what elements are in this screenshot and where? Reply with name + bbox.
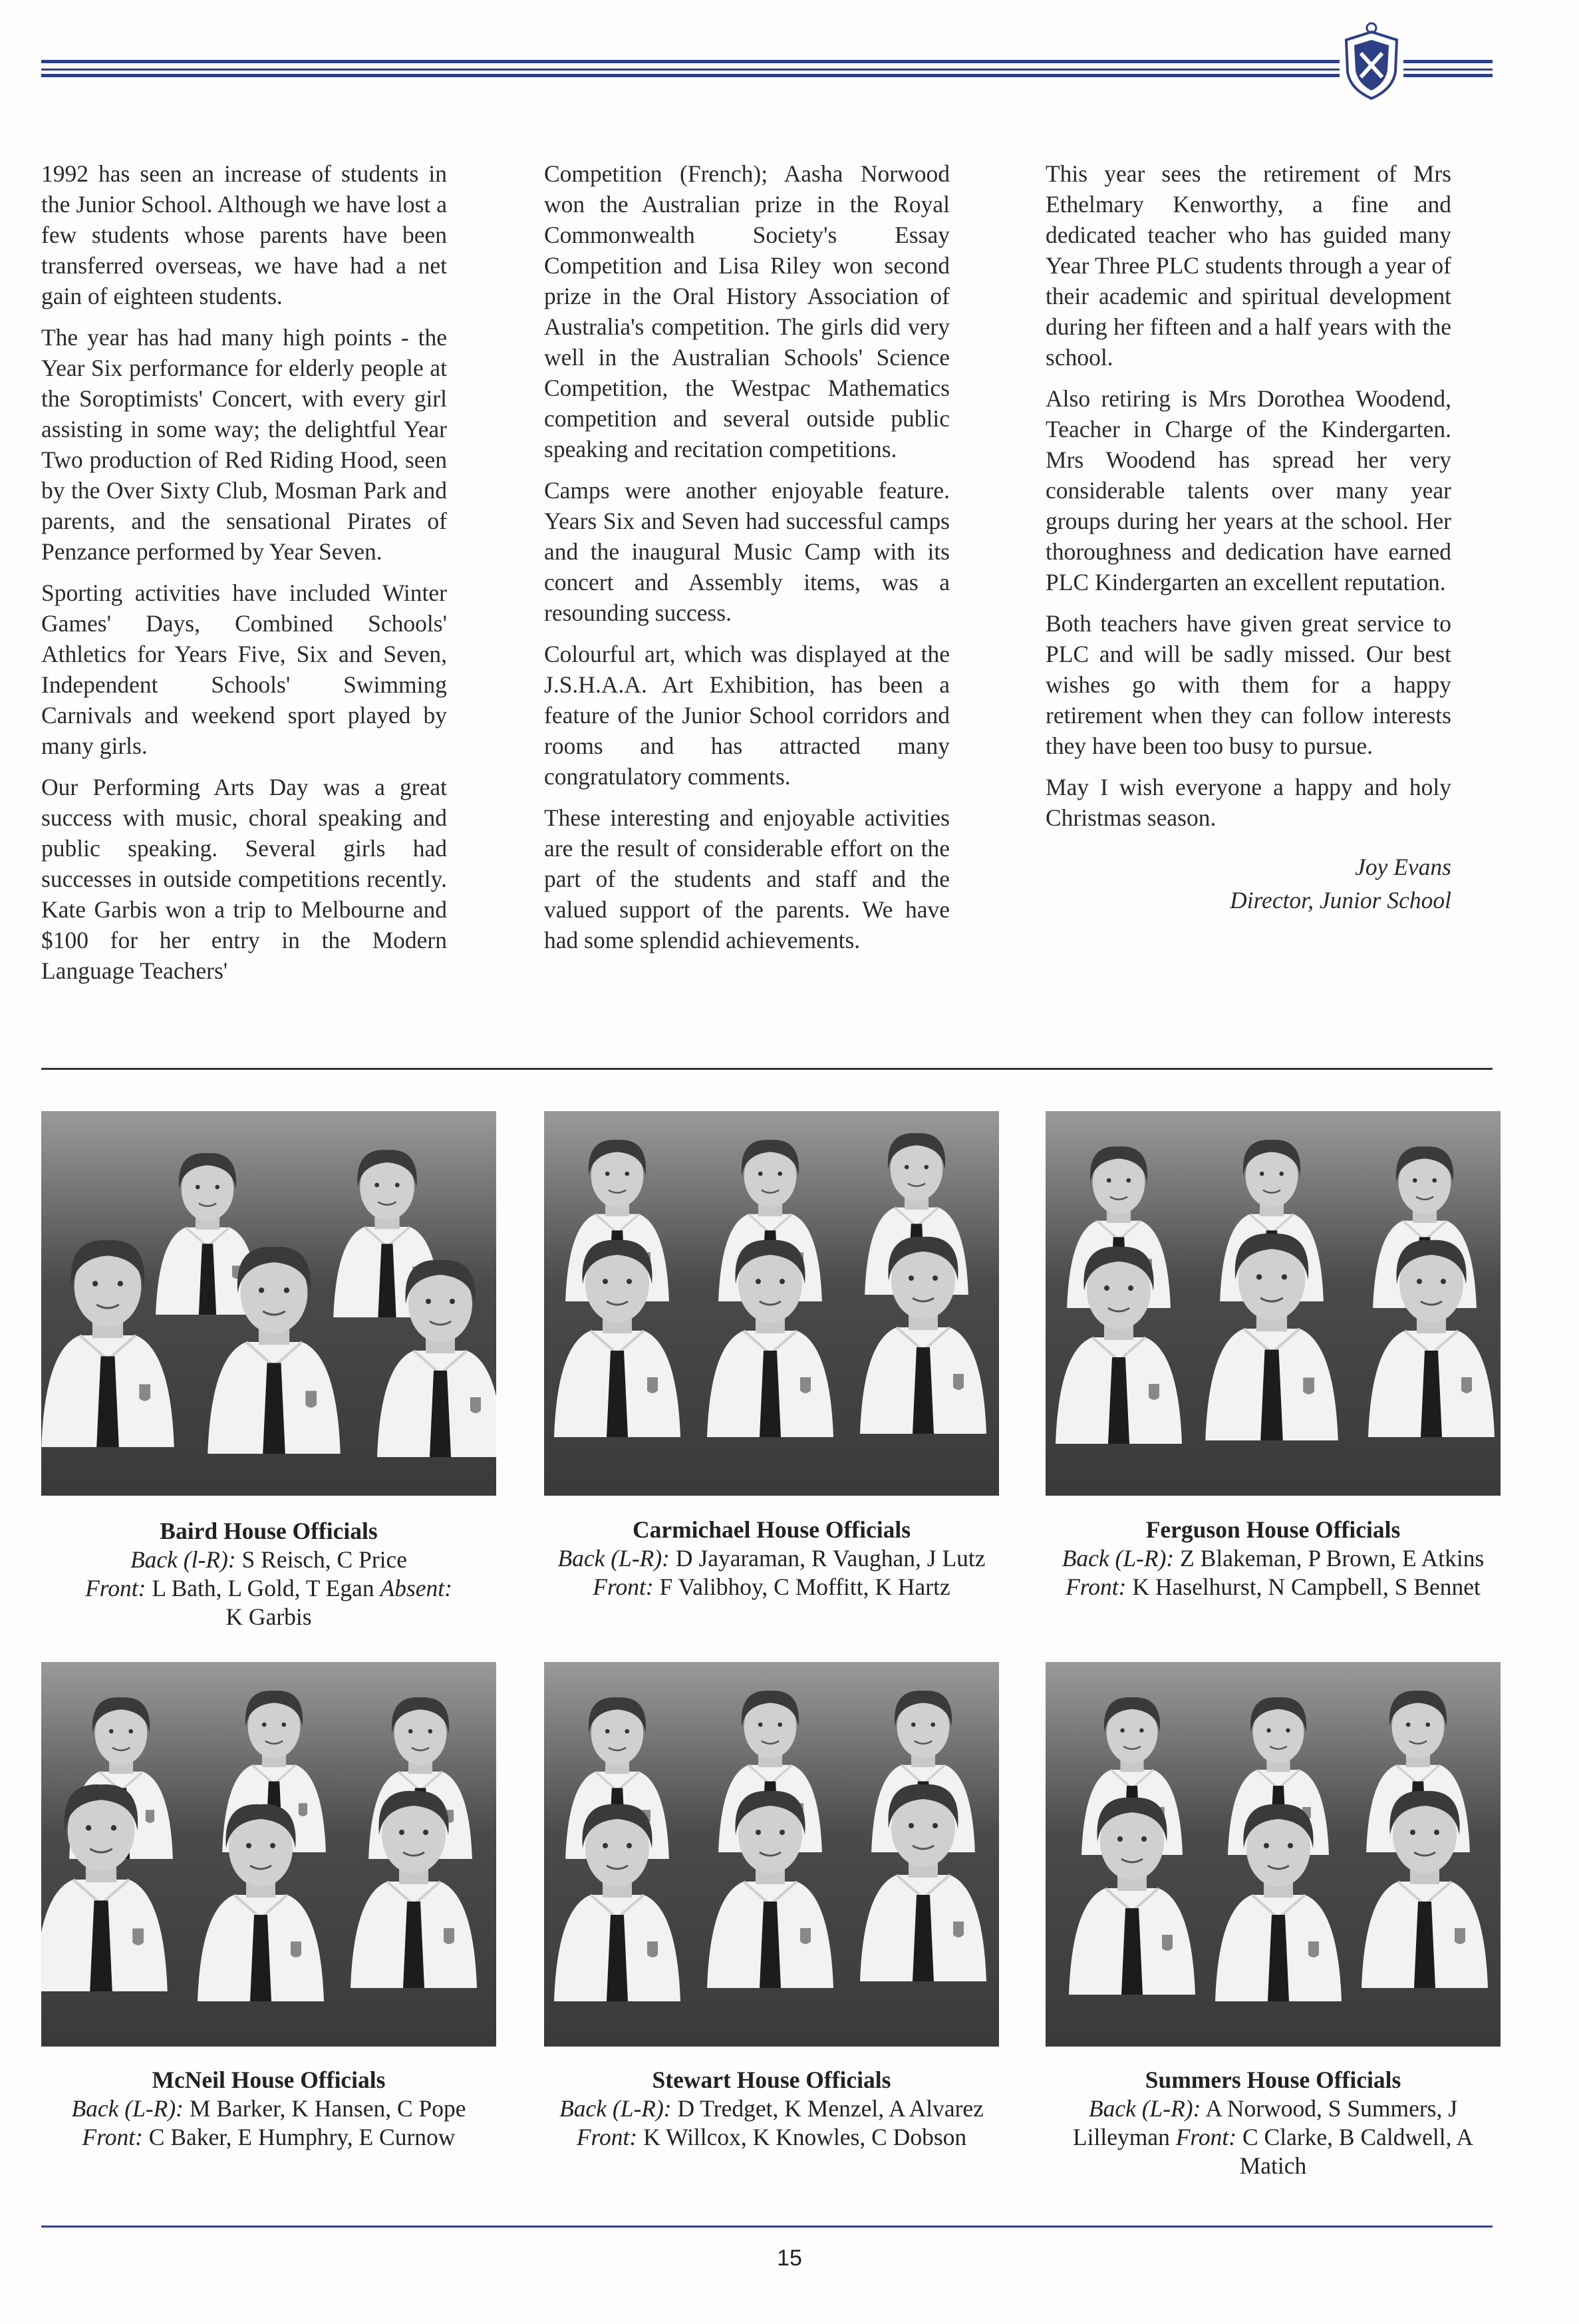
caption-names: Back (L-R): D Tredget, K Menzel, A Alvarez Front: K Willcox, K Knowles, C Dobson: [559, 2095, 984, 2150]
caption-names: Back (L-R): A Norwood, S Summers, J Lilleyman Front: C Clarke, B Caldwell, A Matich: [1072, 2095, 1474, 2179]
photo-caption: [1046, 1516, 1501, 1601]
caption-names: Back (l-R): S Reisch, C Price: [130, 1546, 408, 1573]
article-column-2: [544, 158, 950, 966]
photo-caption: [41, 2066, 496, 2152]
caption-names: Back (L-R): M Barker, K Hansen, C Pope: [71, 2095, 466, 2122]
paragraph: Competition (French); Aasha Norwood won the Australian prize in the Royal Commonwealth Society's Essay Competition and Lisa Riley won second prize in the Oral History Association of Australia's competition. The girls did very well in the Australian Schools' Science Competition, the Westpac Mathematics competition and several outside public speaking and recitation competitions.: [544, 160, 950, 462]
header-rule: [41, 74, 1493, 77]
house-photo-baird: [41, 1111, 496, 1496]
photo-caption: [1046, 2066, 1501, 2180]
page-number: 15: [777, 2245, 802, 2271]
caption-title: McNeil House Officials: [152, 2067, 386, 2093]
caption-title: Carmichael House Officials: [632, 1516, 911, 1543]
header-rule: [41, 60, 1493, 63]
school-crest-icon: [1340, 20, 1403, 102]
paragraph: 1992 has seen an increase of students in the Junior School. Although we have lost a few students whose parents have been transferred overseas, we have had a net gain of eighteen students.: [41, 160, 447, 309]
caption-title: Summers House Officials: [1145, 2067, 1401, 2093]
paragraph: Colourful art, which was displayed at the J.S.H.A.A. Art Exhibition, has been a feature of the Junior School corridors and rooms and has attracted many congratulatory comments.: [544, 641, 950, 790]
signature: [1046, 850, 1451, 917]
paragraph: Sporting activities have included Winter Games' Days, Combined Schools' Athletics for Years Five, Six and Seven, Independent Schools' Swimming Carnivals and weekend sport played by many girls.: [41, 580, 447, 759]
section-divider: [41, 1068, 1493, 1070]
caption-names: Back (L-R): Z Blakeman, P Brown, E Atkins Front: K Haselhurst, N Campbell, S Bennet: [1062, 1545, 1485, 1600]
paragraph: This year sees the retirement of Mrs Ethelmary Kenworthy, a fine and dedicated teacher who has guided many Year Three PLC students through a year of their academic and spiritual development during her fifteen and a half years with the school.: [1046, 160, 1451, 371]
paragraph: Both teachers have given great service to PLC and will be sadly missed. Our best wishes go with them for a happy retirement when they can follow interests they have been too busy to pursue.: [1046, 610, 1451, 759]
caption-names: Front: C Baker, E Humphry, E Curnow: [82, 2124, 456, 2150]
paragraph: These interesting and enjoyable activities are the result of considerable effort on the part of the students and staff and the valued support of the parents. We have had some splendid achievements.: [544, 804, 950, 953]
photo-caption: [544, 2066, 999, 2152]
caption-title: Stewart House Officials: [652, 2067, 891, 2093]
caption-names: K Garbis: [225, 1603, 312, 1630]
photo-caption: [544, 1516, 999, 1601]
footer-rule: [41, 2226, 1493, 2228]
paragraph: The year has had many high points - the Year Six performance for elderly people at the Soroptimists' Concert, with every girl assisting in some way; the delightful Year Two production of Red Riding Hood, seen by the Over Sixty Club, Mosman Park and parents, and the sensational Pirates of Penzance performed by Year Seven.: [41, 324, 447, 565]
caption-names: Back (L-R): D Jayaraman, R Vaughan, J Lutz Front: F Valibhoy, C Moffitt, K Hartz: [557, 1545, 986, 1600]
paragraph: May I wish everyone a happy and holy Christmas season.: [1046, 774, 1451, 831]
paragraph: Camps were another enjoyable feature. Years Six and Seven had successful camps and the inaugural Music Camp with its concert and Assembly items, was a resounding success.: [544, 477, 950, 626]
house-photo-mcneil: [41, 1662, 496, 2047]
house-photo-carmichael: [544, 1111, 999, 1496]
photo-caption: [41, 1517, 496, 1631]
caption-title: Ferguson House Officials: [1145, 1516, 1401, 1543]
house-photo-ferguson: [1046, 1111, 1501, 1496]
article-column-3: [1046, 158, 1451, 917]
house-photo-summers: [1046, 1662, 1501, 2047]
signature-title: Director, Junior School: [1230, 887, 1451, 913]
caption-names: Front: L Bath, L Gold, T Egan Absent:: [85, 1575, 452, 1601]
house-photo-stewart: [544, 1662, 999, 2047]
paragraph: Also retiring is Mrs Dorothea Woodend, Teacher in Charge of the Kindergarten. Mrs Woodend has spread her very considerable talents over many year groups during her years at the school. Her thoroughness and dedication have earned PLC Kindergarten an excellent reputation.: [1046, 385, 1451, 595]
header-rule: [41, 69, 1493, 71]
signature-name: Joy Evans: [1355, 854, 1451, 880]
article-column-1: [41, 158, 447, 997]
caption-title: Baird House Officials: [160, 1518, 378, 1544]
paragraph: Our Performing Arts Day was a great success with music, choral speaking and public speaking. Several girls had successes in outside competitions recently. Kate Garbis won a trip to Melbourne and $100 for her entry in the Modern Language Teachers': [41, 774, 447, 984]
